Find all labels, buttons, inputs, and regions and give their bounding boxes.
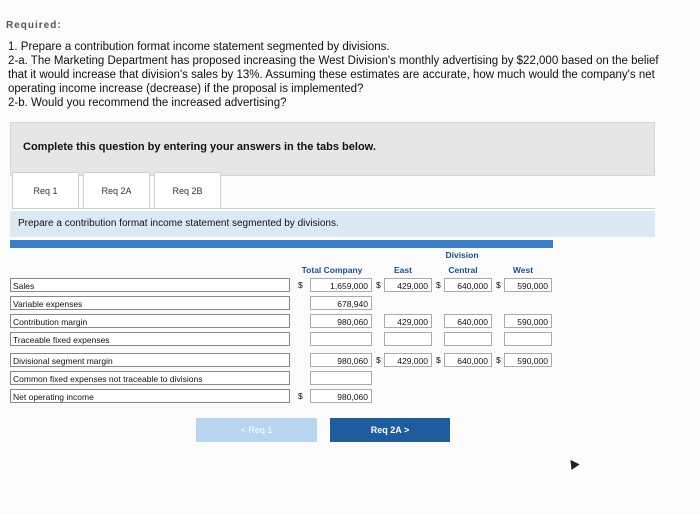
instruction-bar: [10, 211, 655, 237]
tab-divider: [12, 208, 655, 209]
question-line-2: 2-a. The Marketing Department has proposed increasing the West Division's monthly advertising by $22,000 based on the belief: [8, 55, 659, 67]
tab-req-1[interactable]: Req 1: [12, 172, 79, 208]
col-central: Central: [448, 265, 478, 275]
col-west: West: [512, 265, 534, 275]
division-header: Division: [445, 250, 479, 260]
required-label: Required:: [6, 20, 62, 31]
dsm-west-input[interactable]: 590,000: [504, 353, 552, 367]
row-label-sales: Sales: [10, 278, 290, 292]
cm-total-input[interactable]: 980,060: [310, 314, 372, 328]
next-req-button[interactable]: Req 2A >: [330, 418, 450, 442]
question-line-4: operating income increase (decrease) if the proposal is implemented?: [8, 83, 364, 95]
dsm-east-input[interactable]: 429,000: [384, 353, 432, 367]
tab-req-2a[interactable]: Req 2A: [83, 172, 150, 208]
income-statement-table: [10, 240, 553, 412]
noi-total-dollar: $: [298, 391, 303, 401]
cm-east-input[interactable]: 429,000: [384, 314, 432, 328]
sales-east-dollar: $: [376, 280, 381, 290]
row-label-contribution-margin: Contribution margin: [10, 314, 290, 328]
dsm-central-input[interactable]: 640,000: [444, 353, 492, 367]
sales-central-dollar: $: [436, 280, 441, 290]
row-label-segment-margin: Divisional segment margin: [10, 353, 290, 367]
dsm-central-dollar: $: [436, 355, 441, 365]
dsm-west-dollar: $: [496, 355, 501, 365]
mouse-cursor-icon: [566, 457, 579, 470]
banner-text: Complete this question by entering your answers in the tabs below.: [23, 141, 376, 153]
traceable-east-input[interactable]: [384, 332, 432, 346]
row-label-net-operating-income: Net operating income: [10, 389, 290, 403]
sales-total-input[interactable]: 1,659,000: [310, 278, 372, 292]
traceable-total-input[interactable]: [310, 332, 372, 346]
row-label-variable-expenses: Variable expenses: [10, 296, 290, 310]
col-east: East: [394, 265, 412, 275]
noi-total-input[interactable]: 980,060: [310, 389, 372, 403]
question-line-1: 1. Prepare a contribution format income statement segmented by divisions.: [8, 41, 390, 53]
traceable-west-input[interactable]: [504, 332, 552, 346]
sales-west-input[interactable]: 590,000: [504, 278, 552, 292]
question-line-3: that it would increase that division's sales by 13%. Assuming these estimates are accurate, how much would the company's net: [8, 69, 655, 81]
sales-east-input[interactable]: 429,000: [384, 278, 432, 292]
dsm-east-dollar: $: [376, 355, 381, 365]
col-total-company: Total Company: [301, 265, 363, 275]
tab-req-2b[interactable]: Req 2B: [154, 172, 221, 208]
prev-req-button[interactable]: < Req 1: [196, 418, 317, 442]
instruction-text: Prepare a contribution format income statement segmented by divisions.: [18, 218, 339, 229]
dsm-total-input[interactable]: 980,060: [310, 353, 372, 367]
traceable-central-input[interactable]: [444, 332, 492, 346]
instructions-banner: [10, 122, 655, 176]
sales-central-input[interactable]: 640,000: [444, 278, 492, 292]
variable-total-input[interactable]: 678,940: [310, 296, 372, 310]
sales-total-dollar: $: [298, 280, 303, 290]
row-label-traceable-fixed: Traceable fixed expenses: [10, 332, 290, 346]
sales-west-dollar: $: [496, 280, 501, 290]
row-label-common-fixed: Common fixed expenses not traceable to divisions: [10, 371, 290, 385]
question-line-5: 2-b. Would you recommend the increased advertising?: [8, 97, 287, 109]
common-fixed-total-input[interactable]: [310, 371, 372, 385]
cm-west-input[interactable]: 590,000: [504, 314, 552, 328]
cm-central-input[interactable]: 640,000: [444, 314, 492, 328]
